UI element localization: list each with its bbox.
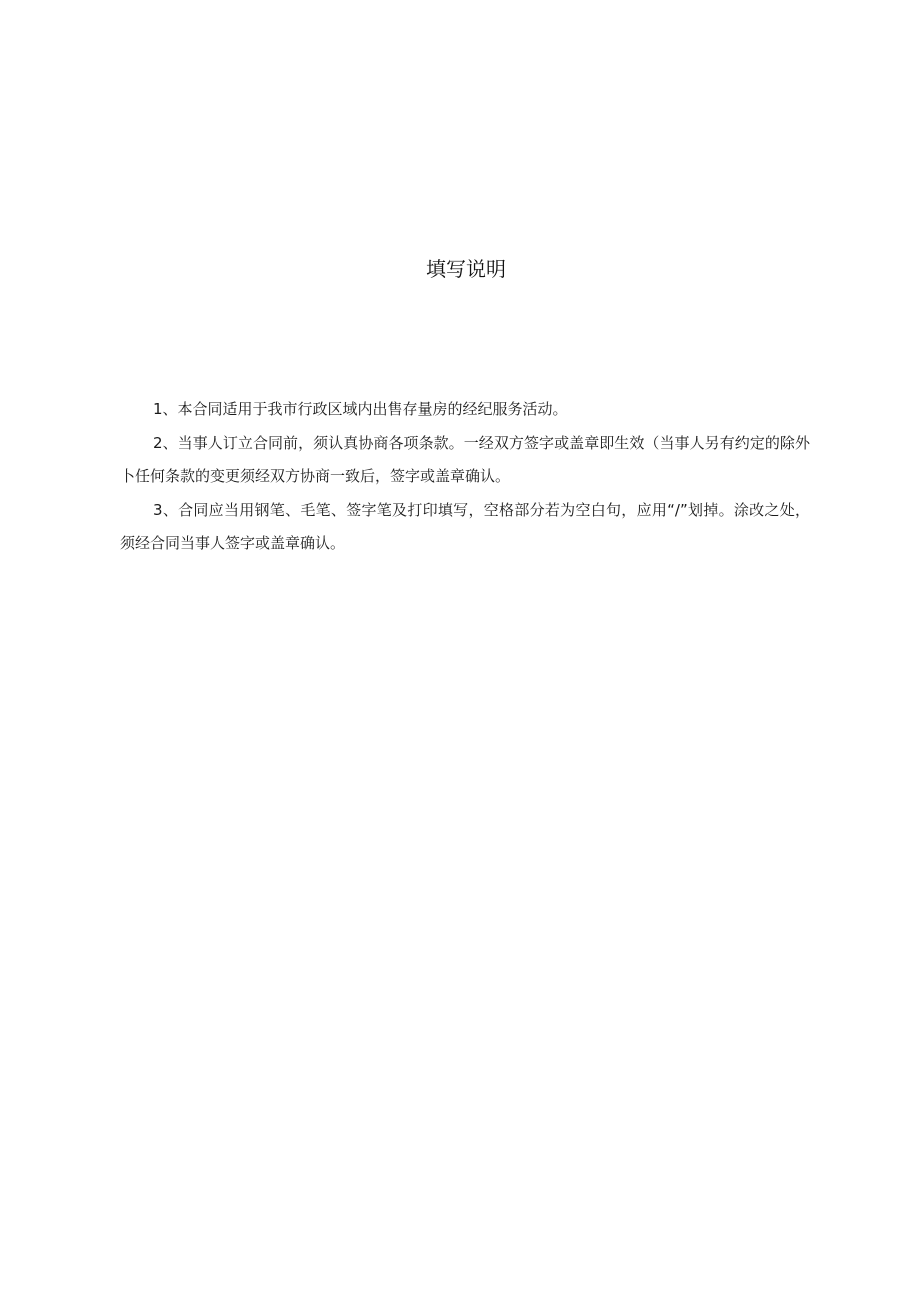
instruction-paragraph-1: 1、本合同适用于我市行政区域内出售存量房的经纪服务活动。 bbox=[153, 400, 568, 418]
instruction-paragraph-3: 3、合同应当用钢笔、毛笔、签字笔及打印填写，空格部分若为空白句，应用“/”划掉。涂改之处，须经合同当事人签字或盖章确认。 bbox=[120, 500, 810, 552]
instruction-paragraph-2: 2、当事人订立合同前，须认真协商各项条款。一经双方签字或盖章即生效（当事人另有约定的除外卜任何条款的变更须经双方协商一致后，签字或盖章确认。 bbox=[120, 433, 810, 485]
document-title: 填写说明 bbox=[426, 257, 506, 281]
instructions-body bbox=[120, 393, 810, 561]
